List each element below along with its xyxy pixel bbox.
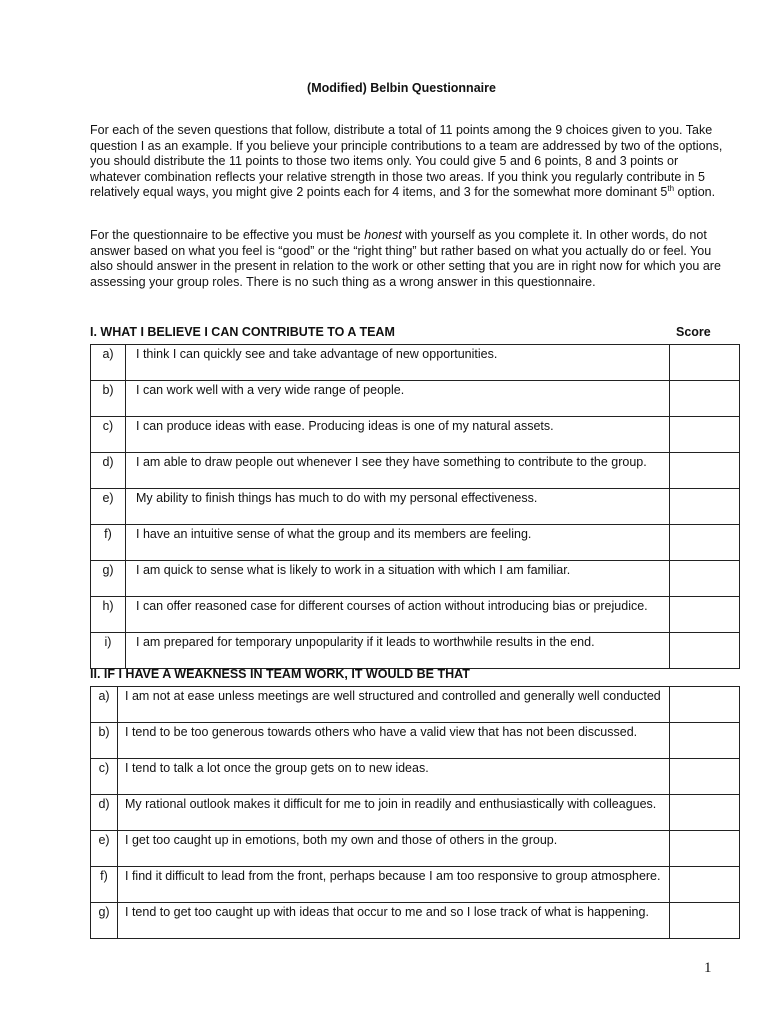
score-cell[interactable] [670,759,740,795]
option-text: My ability to finish things has much to do with my personal effectiveness. [126,489,670,525]
option-letter: d) [91,795,118,831]
option-letter: b) [91,723,118,759]
section-2-heading: II. IF I HAVE A WEAKNESS IN TEAM WORK, IT WOULD BE THAT [90,667,470,681]
option-text: I find it difficult to lead from the front, perhaps because I am too responsive to group atmosphere. [118,867,670,903]
option-text: I am not at ease unless meetings are well structured and controlled and generally well conducted [118,687,670,723]
document-title: (Modified) Belbin Questionnaire [307,81,496,95]
score-cell[interactable] [670,489,740,525]
option-text: I am prepared for temporary unpopularity if it leads to worthwhile results in the end. [126,633,670,669]
section-1-table [90,344,740,669]
score-cell[interactable] [670,831,740,867]
option-letter: e) [91,831,118,867]
option-text: My rational outlook makes it difficult for me to join in readily and enthusiastically with colleagues. [118,795,670,831]
score-cell[interactable] [670,867,740,903]
score-cell[interactable] [670,687,740,723]
option-text: I tend to get too caught up with ideas that occur to me and so I lose track of what is happening. [118,903,670,939]
option-text: I think I can quickly see and take advantage of new opportunities. [126,345,670,381]
score-cell[interactable] [670,903,740,939]
question-row [91,867,740,903]
question-row [91,723,740,759]
option-letter: c) [91,759,118,795]
question-row [91,489,740,525]
option-letter: g) [91,903,118,939]
honest-emphasis: honest [364,228,402,242]
section-1-heading: I. WHAT I BELIEVE I CAN CONTRIBUTE TO A TEAM [90,325,395,339]
score-cell[interactable] [670,795,740,831]
score-column-heading: Score [676,325,711,339]
honesty-paragraph [90,228,730,290]
option-letter: b) [91,381,126,417]
option-text: I am able to draw people out whenever I see they have something to contribute to the group. [126,453,670,489]
instructions-text: For each of the seven questions that follow, distribute a total of 11 points among the 9 choices given to you. Take question I as an example. If you believe your principle contributions to a team are addressed by two of the options, you should distribute the 11 points to those two items only. You could give 5 and 6 points, 8 and 3 points or whatever combination reflects your relative strength in those two areas. If you think you regularly contribute in 5 relatively equal ways, you might give 2 points each for 4 items, and 3 for the somewhat more dominant 5 [90,123,723,199]
option-letter: d) [91,453,126,489]
question-row [91,795,740,831]
option-letter: c) [91,417,126,453]
honesty-text-end: with yourself as you complete it. In other words, do not answer based on what you feel is “good” or the “right thing” but rather based on what you actually do or feel. You also should answer in the present in relation to the work or other setting that you are in right now for which you are assessing your group roles. There is no such thing as a wrong answer in this questionnaire. [90,228,721,289]
option-text: I get too caught up in emotions, both my own and those of others in the group. [118,831,670,867]
section-2-table [90,686,740,939]
instructions-paragraph [90,123,730,201]
option-letter: f) [91,525,126,561]
score-cell[interactable] [670,633,740,669]
question-row [91,903,740,939]
option-letter: h) [91,597,126,633]
score-cell[interactable] [670,381,740,417]
question-row [91,453,740,489]
option-letter: e) [91,489,126,525]
option-text: I am quick to sense what is likely to work in a situation with which I am familiar. [126,561,670,597]
score-cell[interactable] [670,417,740,453]
question-row [91,687,740,723]
score-cell[interactable] [670,561,740,597]
question-row [91,561,740,597]
score-cell[interactable] [670,453,740,489]
option-letter: a) [91,687,118,723]
score-cell[interactable] [670,345,740,381]
question-row [91,525,740,561]
option-letter: a) [91,345,126,381]
option-text: I can work well with a very wide range of people. [126,381,670,417]
question-row [91,633,740,669]
superscript-th: th [667,183,675,193]
question-row [91,831,740,867]
option-letter: f) [91,867,118,903]
question-row [91,597,740,633]
option-text: I can offer reasoned case for different courses of action without introducing bias or prejudice. [126,597,670,633]
question-row [91,345,740,381]
question-row [91,759,740,795]
option-text: I tend to talk a lot once the group gets on to new ideas. [118,759,670,795]
option-letter: g) [91,561,126,597]
question-row [91,381,740,417]
option-letter: i) [91,633,126,669]
option-text: I have an intuitive sense of what the group and its members are feeling. [126,525,670,561]
option-text: I can produce ideas with ease. Producing ideas is one of my natural assets. [126,417,670,453]
score-cell[interactable] [670,723,740,759]
option-text: I tend to be too generous towards others who have a valid view that has not been discussed. [118,723,670,759]
score-cell[interactable] [670,525,740,561]
honesty-text-start: For the questionnaire to be effective you must be [90,228,365,242]
instructions-text-end: option. [674,185,716,199]
page-number: 1 [704,960,712,976]
question-row [91,417,740,453]
score-cell[interactable] [670,597,740,633]
